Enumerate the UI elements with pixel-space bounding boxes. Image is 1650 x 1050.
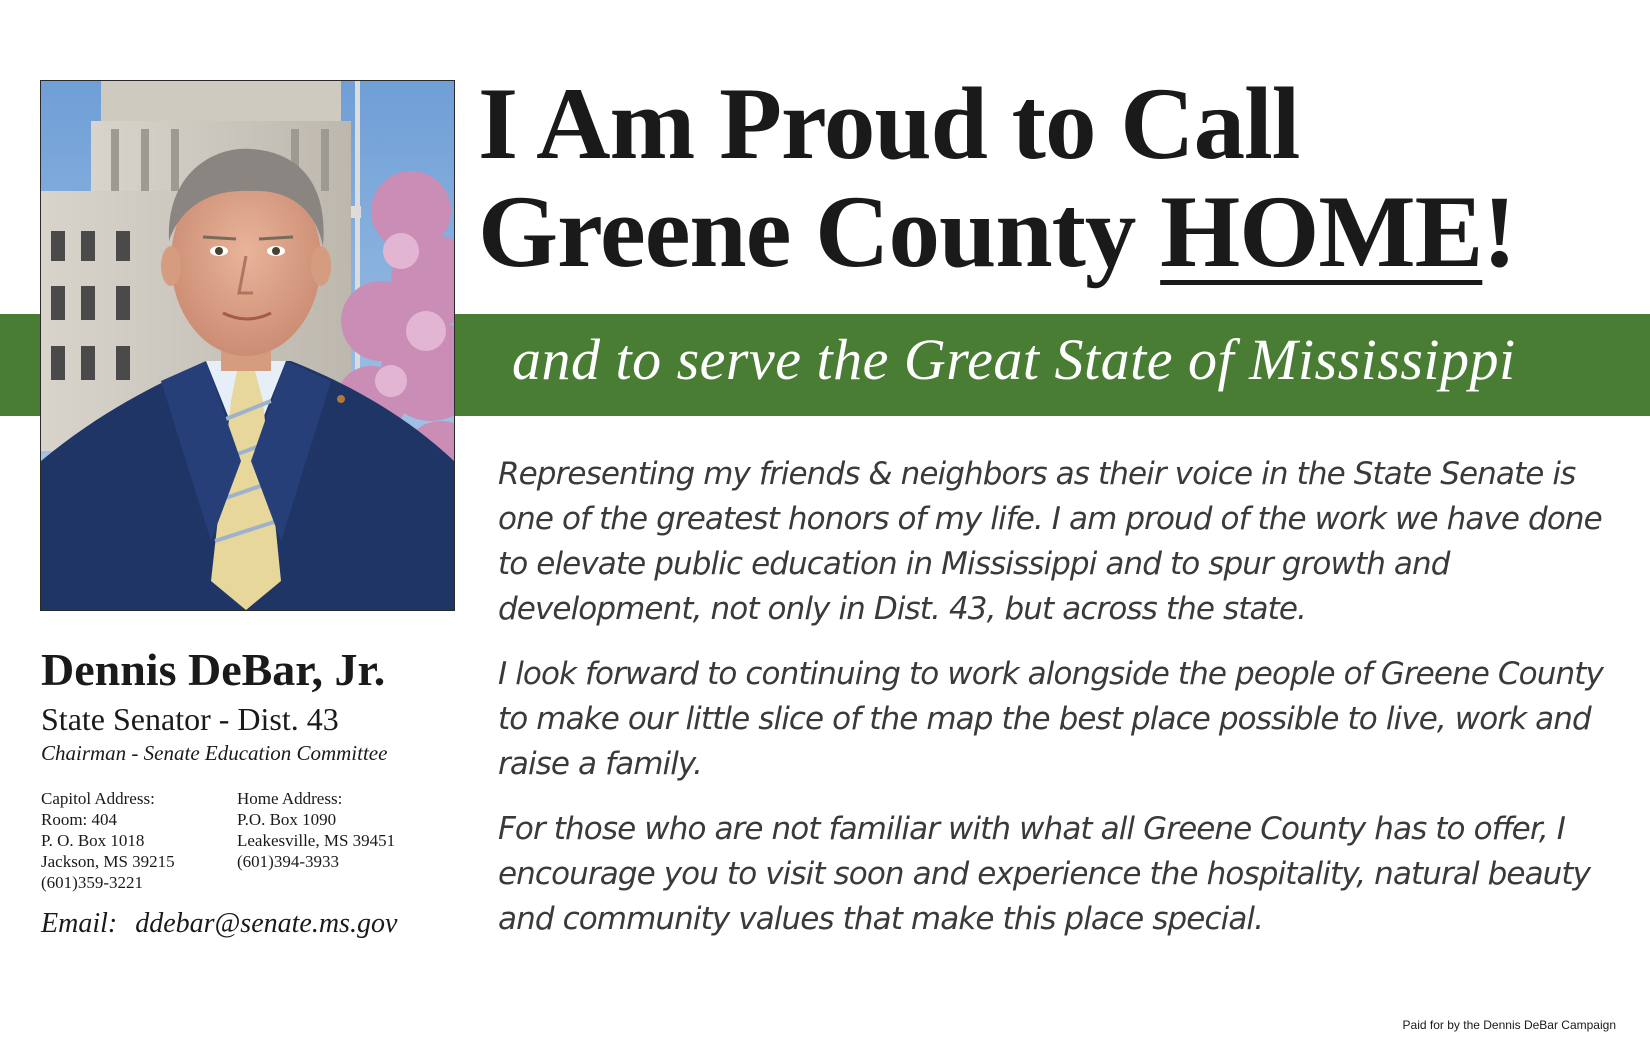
headline	[478, 67, 1516, 289]
home-address	[237, 788, 395, 872]
candidate-photo	[40, 80, 455, 611]
headline-line-2-suffix: !	[1482, 175, 1516, 289]
home-address-line: P.O. Box 1090	[237, 810, 337, 829]
capitol-address-line: Jackson, MS 39215	[41, 852, 175, 871]
email-label: Email:	[41, 908, 118, 939]
capitol-address-heading: Capitol Address:	[41, 789, 155, 808]
message-paragraph: For those who are not familiar with what all Greene County has to offer, I encourage you to visit soon and experience the hospitality, natural beauty and community values that make this place special.	[498, 811, 1591, 937]
home-address-heading: Home Address:	[237, 789, 343, 808]
email-address-link[interactable]: ddebar@senate.ms.gov	[135, 908, 398, 939]
capitol-address	[41, 788, 175, 893]
capitol-address-line: Room: 404	[41, 810, 118, 829]
candidate-committee: Chairman - Senate Education Committee	[41, 741, 388, 765]
candidate-name: Dennis DeBar, Jr.	[41, 644, 386, 695]
headline-line-1: I Am Proud to Call	[478, 67, 1300, 181]
headline-line-2	[478, 175, 1516, 289]
email-contact	[41, 908, 397, 940]
headline-home-emphasis: HOME	[1160, 175, 1483, 289]
capitol-address-line: P. O. Box 1018	[41, 831, 145, 850]
home-address-line: Leakesville, MS 39451	[237, 831, 396, 850]
message-body	[498, 452, 1618, 962]
paid-for-disclaimer: Paid for by the Dennis DeBar Campaign	[1402, 1018, 1616, 1032]
candidate-office: State Senator - Dist. 43	[41, 701, 339, 737]
message-paragraph: Representing my friends & neighbors as their voice in the State Senate is one of the greatest honors of my life. I am proud of the work we have done to elevate public education in Mississippi and to spur growth and development, not only in Dist. 43, but across the state.	[498, 456, 1602, 627]
capitol-phone: (601)359-3221	[41, 873, 143, 892]
portrait-illustration	[41, 81, 454, 610]
headline-line-2-prefix: Greene County	[478, 175, 1161, 289]
message-paragraph: I look forward to continuing to work alongside the people of Greene County to make our little slice of the map the best place possible to live, work and raise a family.	[498, 656, 1603, 782]
home-phone: (601)394-3933	[237, 852, 339, 871]
tagline: and to serve the Great State of Mississippi	[512, 327, 1516, 392]
